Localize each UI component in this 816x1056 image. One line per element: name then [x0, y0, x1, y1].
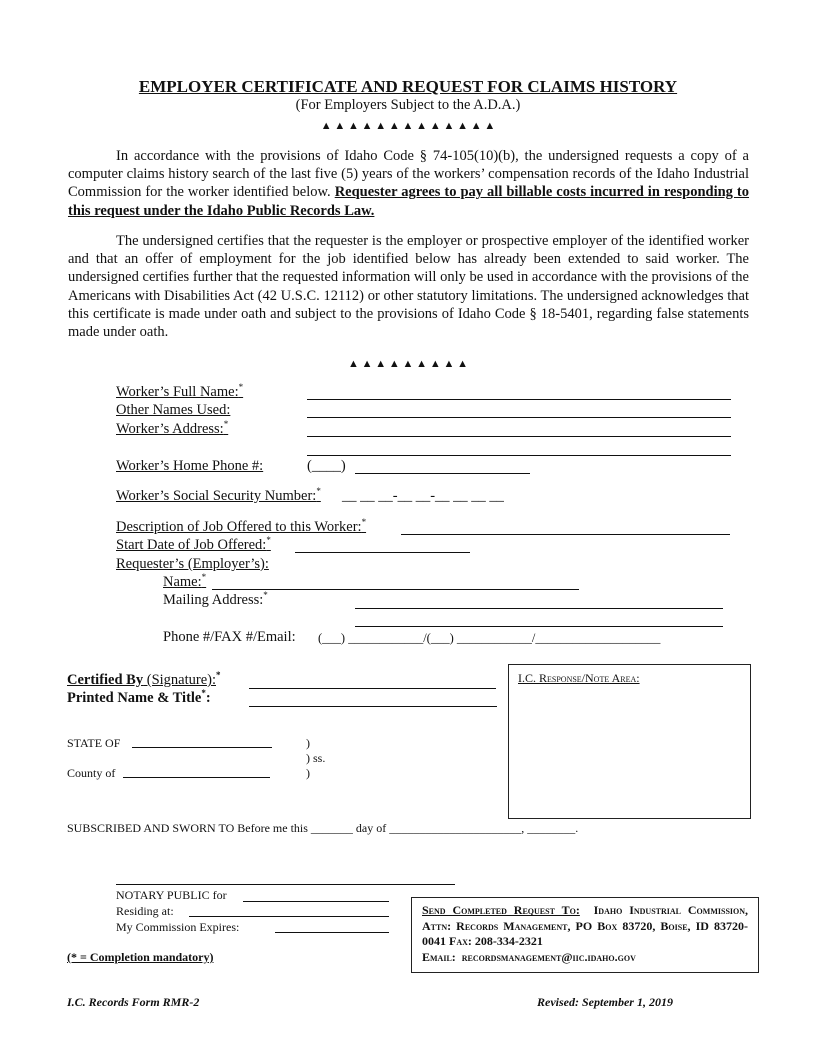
address-field-2[interactable] — [307, 455, 731, 456]
mailing-address-field-1[interactable] — [355, 608, 723, 609]
full-name-label: Worker’s Full Name:* — [116, 382, 244, 400]
residing-label: Residing at: — [116, 904, 174, 918]
paren: ) — [306, 736, 310, 750]
request-text: In accordance with the provisions of Idaho Code § 74-105(10)(b), the undersigned requests a copy of a computer claims history search of the last five (5) years of the workers’ compensation records of the Idaho Industrial Commission for the worker identified below. — [68, 148, 749, 201]
requester-label: Requester’s (Employer’s): — [116, 556, 269, 572]
form-id: I.C. Records Form RMR-2 — [67, 995, 200, 1009]
county-of-label: County of — [67, 766, 116, 780]
commission-field[interactable] — [275, 932, 389, 933]
printed-name-field[interactable] — [249, 706, 497, 707]
request-paragraph — [68, 147, 749, 220]
state-of-label: STATE OF — [67, 736, 121, 750]
home-phone-field[interactable] — [355, 473, 530, 474]
ssn-field[interactable]: __ __ __-__ __-__ __ __ __ — [342, 488, 504, 504]
email-label: Email: — [422, 949, 456, 964]
mailing-address-field-2[interactable] — [355, 626, 723, 627]
job-description-field[interactable] — [401, 534, 730, 535]
paren: ) — [306, 766, 310, 780]
full-name-field[interactable] — [307, 399, 731, 400]
state-field[interactable] — [132, 747, 272, 748]
form-title: EMPLOYER CERTIFICATE AND REQUEST FOR CLAIMS HISTORY — [138, 77, 678, 96]
send-to-address: Idaho Industrial Commission, Attn: Records Management, PO Box 83720, Boise, ID 83720-0041 Fax: 208-334-2321 — [422, 903, 749, 948]
address-label: Worker’s Address:* — [116, 419, 229, 437]
home-phone-area-code[interactable]: (____) — [307, 458, 346, 474]
start-date-label: Start Date of Job Offered:* — [116, 535, 271, 553]
contact-field[interactable]: (___) ____________/(___) ____________/____________________ — [318, 631, 661, 645]
ss-label: ) ss. — [306, 751, 326, 765]
job-description-label: Description of Job Offered to this Worker:* — [116, 517, 367, 535]
signature-field[interactable] — [249, 688, 496, 689]
start-date-field[interactable] — [295, 552, 470, 553]
home-phone-label: Worker’s Home Phone #: — [116, 458, 264, 474]
notary-signature-field[interactable] — [116, 884, 455, 885]
notary-public-label: NOTARY PUBLIC for — [116, 888, 227, 902]
revised-date: Revised: September 1, 2019 — [537, 995, 673, 1009]
response-area-label: I.C. Response/Note Area: — [518, 671, 640, 685]
printed-name-label: Printed Name & Title*: — [67, 688, 211, 706]
sworn-statement[interactable]: SUBSCRIBED AND SWORN TO Before me this _______ day of ______________________, ________. — [67, 821, 579, 835]
response-note-area — [508, 664, 751, 819]
employer-name-label: Name:* — [163, 572, 207, 590]
county-field[interactable] — [123, 777, 270, 778]
notary-state-field[interactable] — [243, 901, 389, 902]
certified-by-label: Certified By (Signature):* — [67, 670, 221, 688]
certification-paragraph: The undersigned certifies that the requester is the employer or prospective employer of the identified worker and that an offer of employment for the job identified below has already been extended to said worker. The undersigned certifies further that the requested information will only be used in accordance with the provisions of the Americans with Disabilities Act (42 U.S.C. 12112) or other statutory limitations. The undersigned acknowledges that this certificate is made under oath and subject to the provisions of Idaho Code § 18-5401, regarding false statements made under oath. — [68, 233, 749, 341]
address-field-1[interactable] — [307, 436, 731, 437]
email-address[interactable]: recordsmanagement@iic.idaho.gov — [461, 949, 636, 964]
triangle-divider: ▲ ▲ ▲ ▲ ▲ ▲ ▲ ▲ ▲ ▲ ▲ ▲ ▲ — [320, 120, 496, 132]
other-names-label: Other Names Used: — [116, 402, 231, 418]
residing-field[interactable] — [189, 916, 389, 917]
mandatory-note: (* = Completion mandatory) — [67, 950, 214, 964]
mailing-address-label: Mailing Address:* — [163, 590, 268, 608]
send-to-heading: Send Completed Request To: — [422, 903, 580, 917]
other-names-field[interactable] — [307, 417, 731, 418]
form-subtitle: (For Employers Subject to the A.D.A.) — [295, 97, 521, 113]
ssn-label: Worker’s Social Security Number:* — [116, 486, 321, 504]
send-to-box — [411, 897, 759, 973]
billing-agreement: Requester agrees to pay all billable costs incurred in responding to this request under the Idaho Public Records Law. — [68, 184, 749, 219]
contact-label: Phone #/FAX #/Email: — [163, 629, 296, 645]
commission-label: My Commission Expires: — [116, 920, 240, 934]
triangle-divider-2: ▲ ▲ ▲ ▲ ▲ ▲ ▲ ▲ ▲ — [348, 358, 468, 370]
